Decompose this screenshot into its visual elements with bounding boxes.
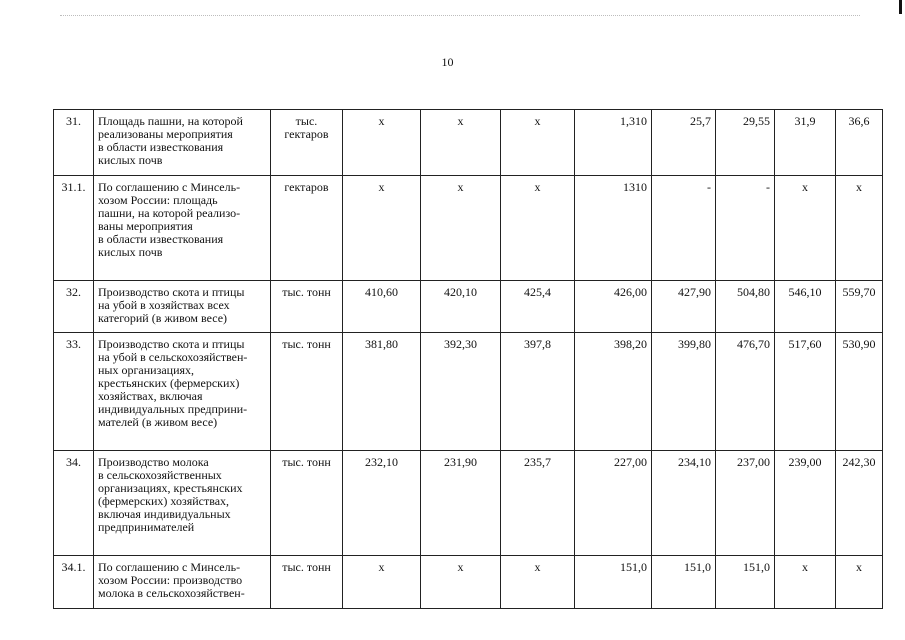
value-cell: x [421, 556, 501, 609]
value-cell: 227,00 [575, 451, 652, 556]
value-cell: x [836, 176, 883, 281]
unit-cell [271, 333, 343, 451]
indicator-name [94, 281, 271, 333]
value-cell: x [343, 176, 421, 281]
value-cell: 151,0 [652, 556, 716, 609]
value-cell: x [836, 556, 883, 609]
indicators-table [53, 109, 883, 609]
value-cell: x [343, 110, 421, 176]
value-cell: 397,8 [501, 333, 575, 451]
value-cell: 530,90 [836, 333, 883, 451]
value-cell: 546,10 [775, 281, 836, 333]
table-row [54, 451, 883, 556]
value-cell: 1,310 [575, 110, 652, 176]
value-cell: 231,90 [421, 451, 501, 556]
page-number: 10 [441, 55, 454, 69]
indicator-name [94, 556, 271, 609]
table-row [54, 110, 883, 176]
unit-text: тыс. тонн [282, 337, 331, 351]
value-cell: 381,80 [343, 333, 421, 451]
value-cell: 410,60 [343, 281, 421, 333]
unit-text: тыс. тонн [282, 560, 331, 574]
value-cell: 234,10 [652, 451, 716, 556]
value-cell: x [501, 176, 575, 281]
value-cell: 425,4 [501, 281, 575, 333]
unit-cell [271, 556, 343, 609]
indicator-name-text: Площадь пашни, на которой реализованы мероприятия в области известкования кислых почв [98, 114, 243, 167]
value-cell: 399,80 [652, 333, 716, 451]
indicator-name-text: Производство скота и птицы на убой в хозяйствах всех категорий (в живом весе) [98, 285, 245, 325]
indicator-name-text: По соглашению с Минсель- хозом России: площадь пашни, на которой реализо- ваны мероприятия в области известкования кислых почв [98, 180, 241, 259]
value-cell: x [775, 556, 836, 609]
indicator-name [94, 110, 271, 176]
value-cell: 559,70 [836, 281, 883, 333]
value-cell: 239,00 [775, 451, 836, 556]
value-cell: 392,30 [421, 333, 501, 451]
value-cell: x [501, 110, 575, 176]
value-cell: 36,6 [836, 110, 883, 176]
unit-text: тыс. тонн [282, 285, 331, 299]
row-number: 34.1. [54, 556, 94, 609]
scan-edge-mark [899, 0, 902, 14]
indicator-name [94, 451, 271, 556]
row-number: 31. [54, 110, 94, 176]
value-cell: 232,10 [343, 451, 421, 556]
unit-text: тыс. тонн [282, 455, 331, 469]
indicator-name-text: По соглашению с Минсель- хозом России: производство молока в сельскохозяйствен- [98, 560, 245, 600]
scan-artifact-line [60, 15, 860, 16]
table-row [54, 281, 883, 333]
value-cell: 398,20 [575, 333, 652, 451]
indicator-name [94, 176, 271, 281]
table-row [54, 176, 883, 281]
value-cell: 517,60 [775, 333, 836, 451]
value-cell: 504,80 [716, 281, 775, 333]
indicator-name-text: Производство скота и птицы на убой в сельскохозяйствен- ных организациях, крестьянских (фермерских) хозяйствах, включая индивидуальных предприни- мателей (в живом весе) [98, 337, 248, 429]
unit-text: гектаров [284, 180, 329, 194]
value-cell: - [716, 176, 775, 281]
value-cell: 237,00 [716, 451, 775, 556]
unit-cell [271, 176, 343, 281]
value-cell: x [343, 556, 421, 609]
value-cell: 235,7 [501, 451, 575, 556]
row-number: 31.1. [54, 176, 94, 281]
value-cell: 151,0 [716, 556, 775, 609]
value-cell: 242,30 [836, 451, 883, 556]
value-cell: 31,9 [775, 110, 836, 176]
table-row [54, 333, 883, 451]
value-cell: 476,70 [716, 333, 775, 451]
value-cell: 151,0 [575, 556, 652, 609]
indicator-name-text: Производство молока в сельскохозяйственных организациях, крестьянских (фермерских) хозяйствах, включая индивидуальных предпринимателей [98, 455, 243, 534]
unit-text: тыс. гектаров [284, 114, 329, 141]
row-number: 32. [54, 281, 94, 333]
value-cell: 1310 [575, 176, 652, 281]
value-cell: 29,55 [716, 110, 775, 176]
value-cell: 420,10 [421, 281, 501, 333]
value-cell: x [421, 110, 501, 176]
row-number: 34. [54, 451, 94, 556]
value-cell: - [652, 176, 716, 281]
unit-cell [271, 281, 343, 333]
value-cell: 426,00 [575, 281, 652, 333]
indicator-name [94, 333, 271, 451]
value-cell: x [421, 176, 501, 281]
value-cell: 25,7 [652, 110, 716, 176]
table-row [54, 556, 883, 609]
unit-cell [271, 110, 343, 176]
value-cell: x [501, 556, 575, 609]
value-cell: x [775, 176, 836, 281]
value-cell: 427,90 [652, 281, 716, 333]
row-number: 33. [54, 333, 94, 451]
unit-cell [271, 451, 343, 556]
